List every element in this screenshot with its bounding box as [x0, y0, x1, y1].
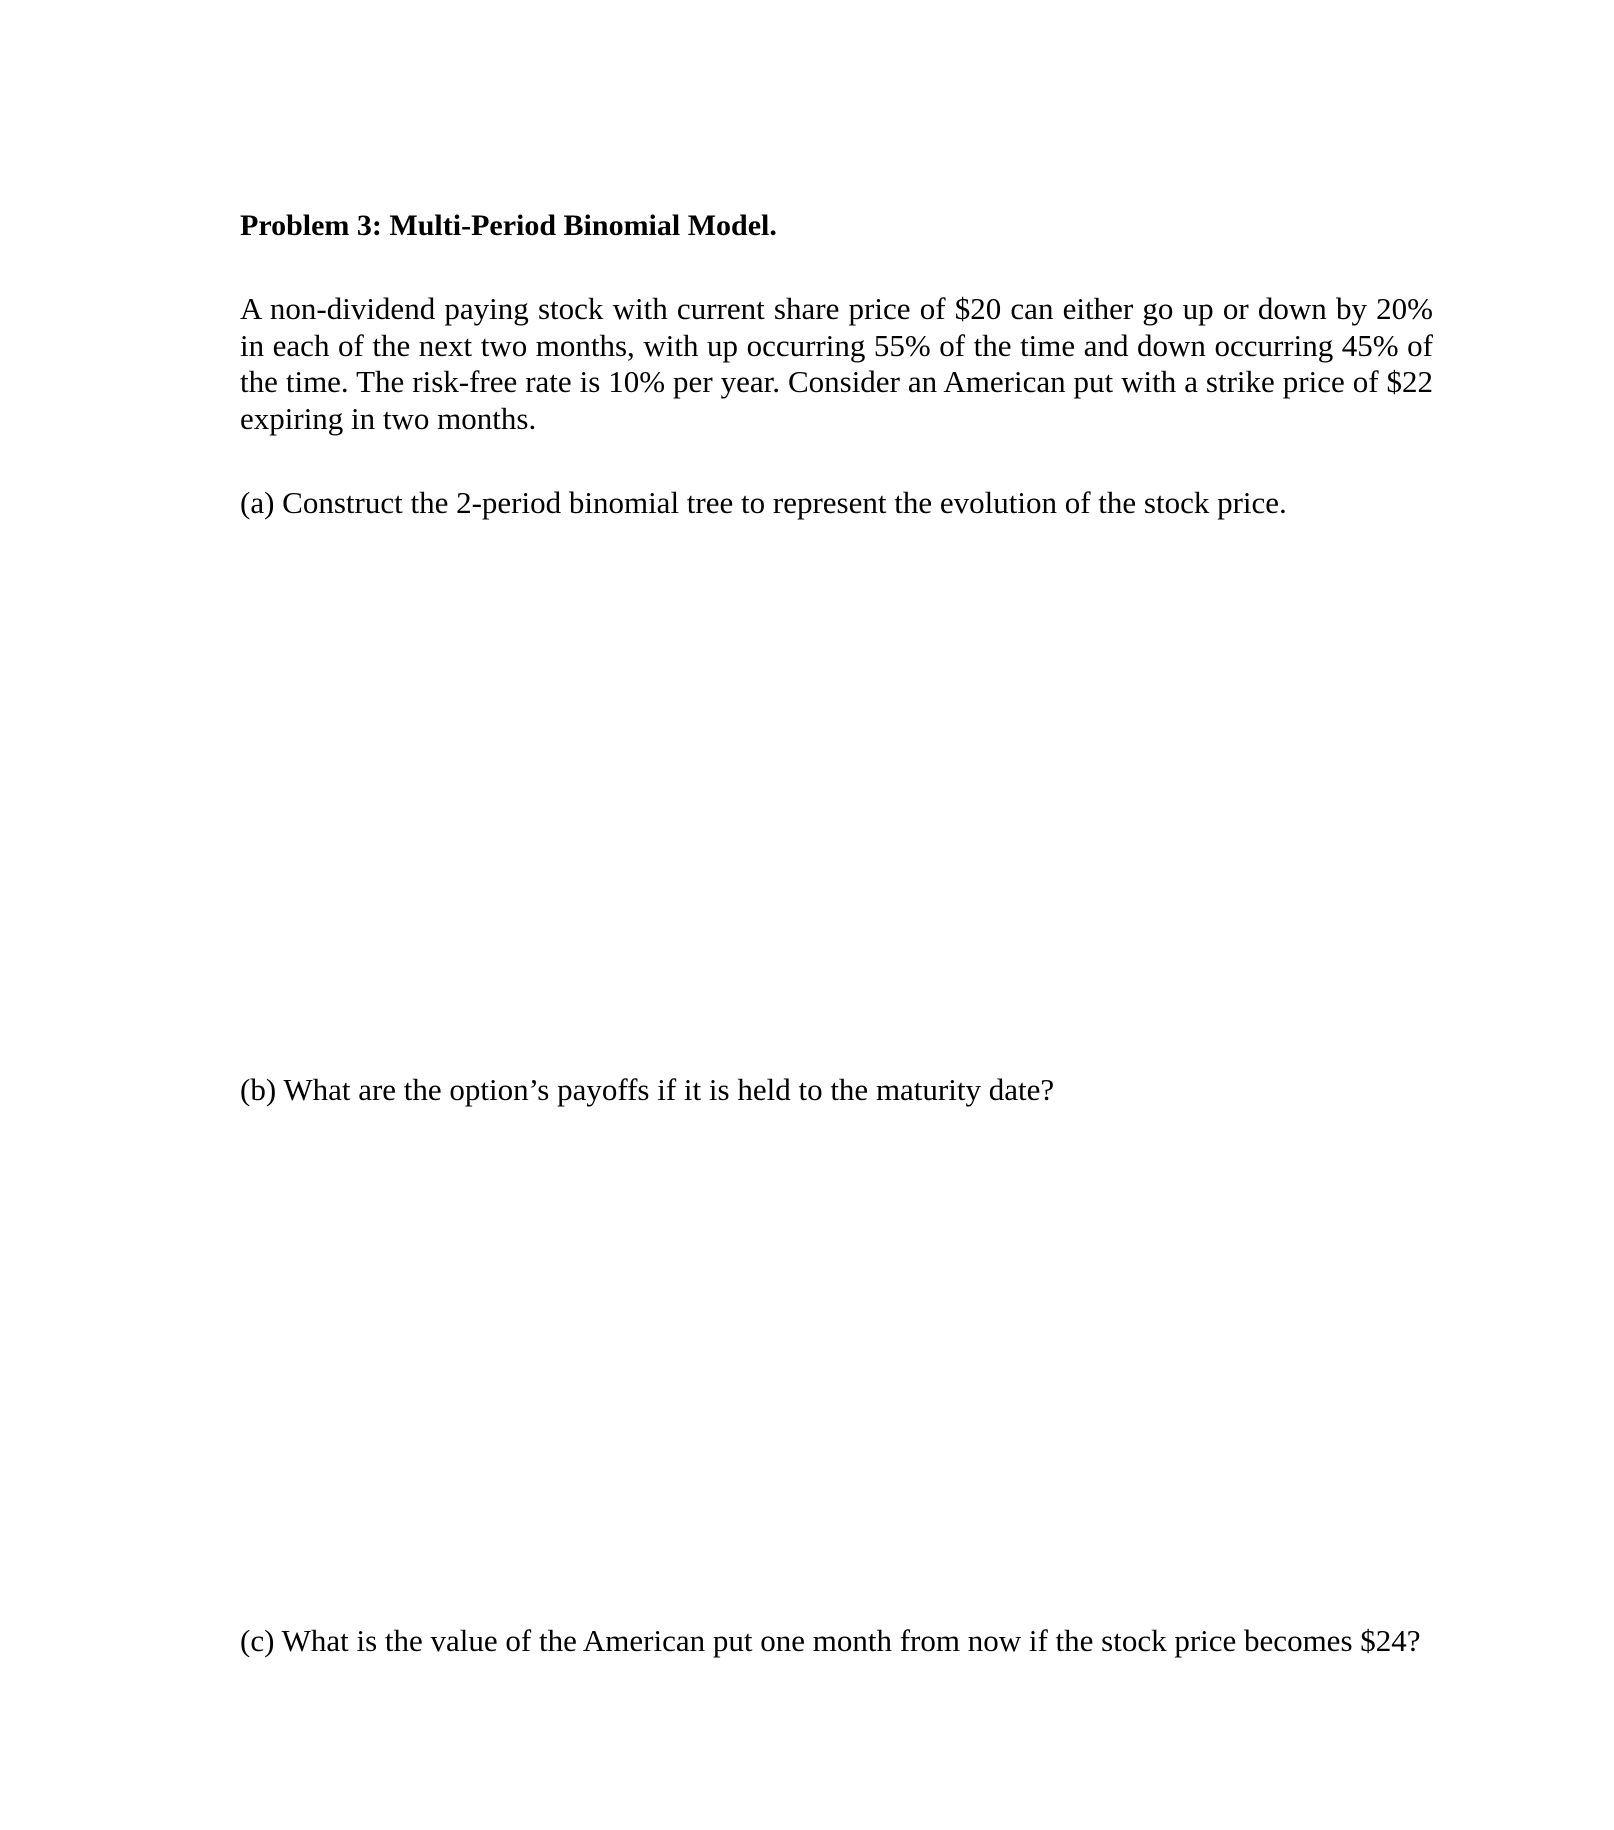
- problem-statement: A non-dividend paying stock with current share price of $20 can either go up or down by 20% in each of the next two months, with up occurring 55% of the time and down occurring 45% of the time. The risk-free rate is 10% per year. Consider an American put with a strike price of $22 expiring in two months.: [240, 291, 1433, 436]
- question-b: (b) What are the option’s payoffs if it is held to the maturity date?: [240, 1072, 1055, 1107]
- question-a: (a) Construct the 2-period binomial tree to represent the evolution of the stock price.: [240, 485, 1287, 520]
- question-c: (c) What is the value of the American put one month from now if the stock price becomes $24?: [240, 1623, 1421, 1658]
- problem-title: Problem 3: Multi-Period Binomial Model.: [240, 209, 777, 242]
